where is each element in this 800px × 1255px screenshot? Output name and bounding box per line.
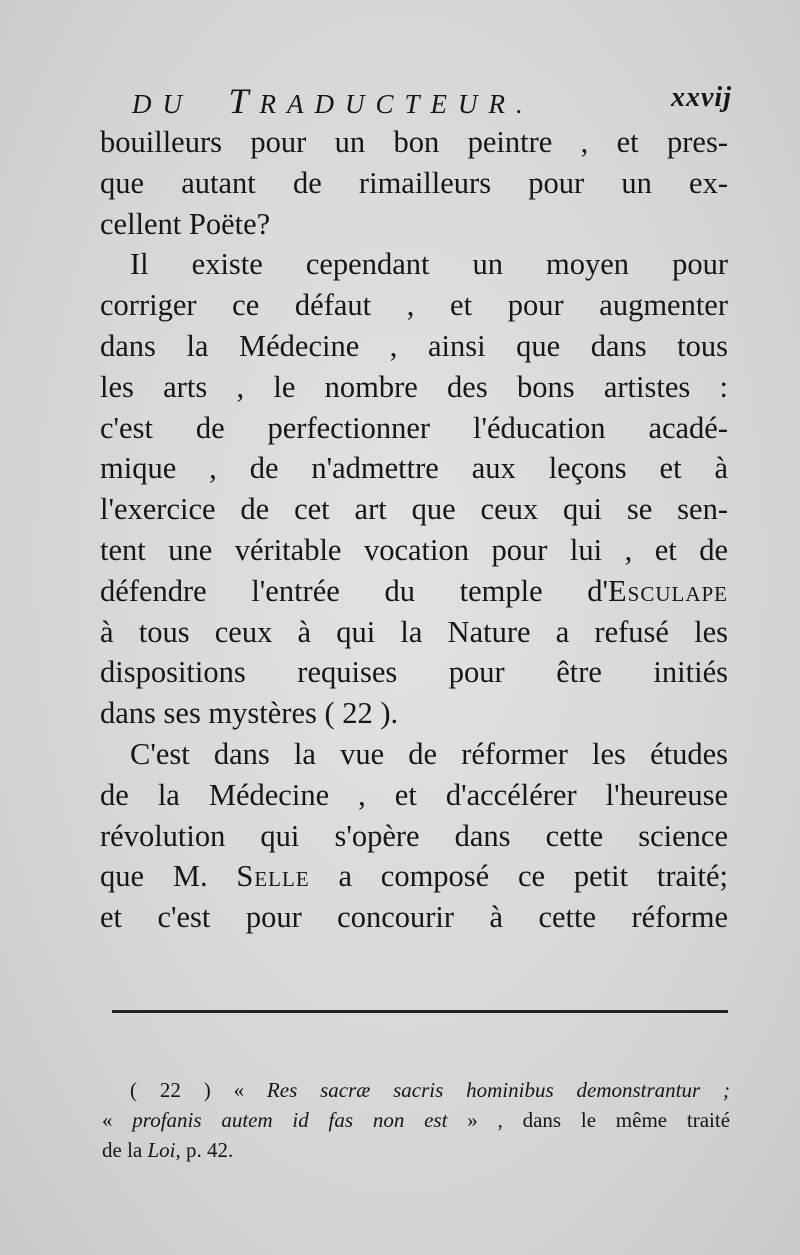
latin-quote: profanis autem id fas non est bbox=[132, 1108, 448, 1132]
footnote-rule bbox=[112, 1010, 728, 1013]
text-line: et c'est pour concourir à cette réforme bbox=[100, 900, 728, 935]
text-line: que autant de rimailleurs pour un ex- bbox=[100, 165, 728, 200]
text-fragment: a composé ce petit traité; bbox=[309, 859, 728, 894]
footnote bbox=[102, 1075, 730, 1165]
text-line: C'est dans la vue de réformer les études bbox=[130, 736, 728, 771]
footnote-text: , p. 42. bbox=[175, 1138, 234, 1162]
running-head-word-1: U bbox=[162, 89, 193, 119]
text-line: les arts , le nombre des bons artistes : bbox=[100, 369, 728, 404]
running-head-word-2: RADUCTEUR. bbox=[259, 89, 534, 119]
text-line: c'est de perfectionner l'éducation acadé- bbox=[100, 410, 728, 445]
book-title-loi: Loi bbox=[147, 1138, 176, 1162]
text-fragment: défendre l'entrée du temple d' bbox=[100, 573, 609, 608]
text-line: l'exercice de cet art que ceux qui se sen- bbox=[100, 492, 728, 527]
body-text bbox=[100, 122, 728, 938]
footnote-text: de la bbox=[102, 1138, 148, 1162]
text-line: révolution qui s'opère dans cette science bbox=[100, 818, 728, 853]
running-head bbox=[132, 80, 732, 120]
latin-quote: Res sacræ sacris hominibus demonstrantur ; bbox=[266, 1078, 731, 1102]
footnote-text: , dans le même traité bbox=[497, 1108, 731, 1132]
text-line: à tous ceux à qui la Nature a refusé les bbox=[100, 614, 728, 649]
quote-close: » bbox=[467, 1108, 478, 1132]
text-line: de la Médecine , et d'accélérer l'heureuse bbox=[100, 777, 728, 812]
name-esculape: Esculape bbox=[608, 573, 728, 608]
name-selle: Selle bbox=[236, 859, 310, 894]
quote-open: « bbox=[233, 1078, 245, 1102]
text-line bbox=[100, 571, 728, 612]
text-line: dans ses mystères ( 22 ). bbox=[100, 696, 399, 731]
text-line: bouilleurs pour un bon peintre , et pres- bbox=[100, 125, 728, 159]
page-number: xxvij bbox=[671, 82, 732, 113]
text-line: cellent Poëte? bbox=[100, 206, 271, 241]
quote-open: « bbox=[102, 1108, 113, 1132]
footnote-line bbox=[102, 1105, 730, 1135]
text-line: mique , de n'admettre aux leçons et à bbox=[100, 451, 728, 486]
text-line: dans la Médecine , ainsi que dans tous bbox=[100, 328, 728, 363]
text-line: dispositions requises pour être initiés bbox=[100, 655, 728, 690]
text-fragment: que M. bbox=[100, 859, 237, 894]
text-line: corriger ce défaut , et pour augmenter bbox=[100, 288, 728, 323]
text-line: tent une véritable vocation pour lui , et de bbox=[100, 532, 728, 567]
text-line bbox=[100, 856, 728, 897]
footnote-line bbox=[102, 1135, 730, 1165]
running-head-initial-2: T bbox=[228, 81, 260, 121]
running-head-initial-1: D bbox=[132, 89, 163, 119]
text-line: Il existe cependant un moyen pour bbox=[130, 247, 728, 282]
footnote-line bbox=[102, 1075, 730, 1105]
footnote-marker: ( 22 ) bbox=[130, 1078, 211, 1102]
